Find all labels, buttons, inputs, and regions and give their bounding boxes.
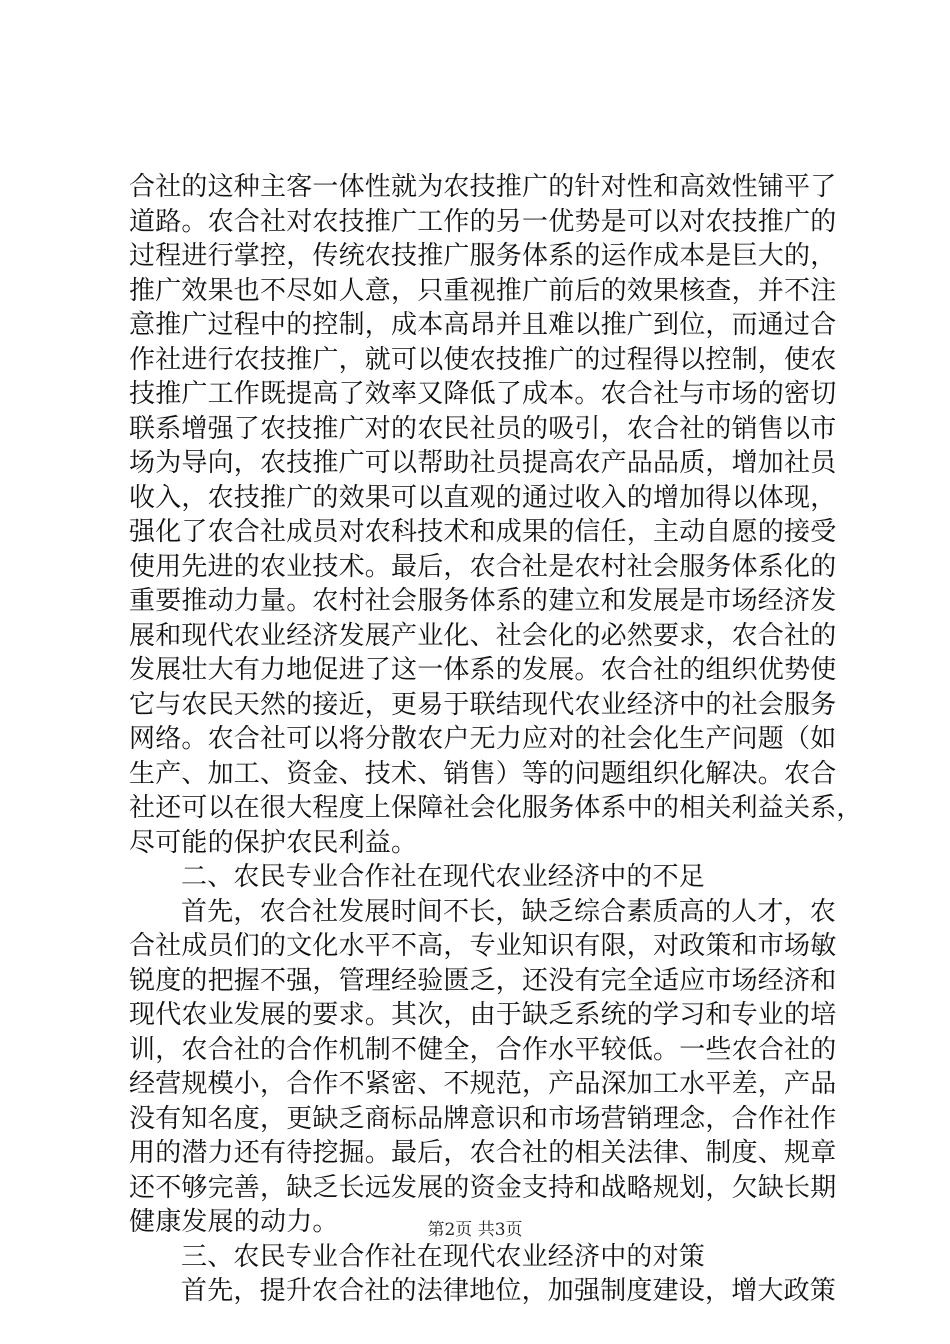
text-line: 还不够完善，缺乏长远发展的资金支持和战略规划，欠缺长期 (129, 1172, 837, 1203)
text-line: 锐度的把握不强，管理经验匮乏，还没有完全适应市场经济和 (129, 965, 837, 996)
text-line: 用的潜力还有待挖掘。最后，农合社的相关法律、制度、规章 (129, 1138, 837, 1168)
text-line: 现代农业发展的要求。其次，由于缺乏系统的学习和专业的培 (129, 1000, 837, 1030)
text-line: 收入，农技推广的效果可以直观的通过收入的增加得以体现， (129, 482, 837, 513)
body-text (129, 170, 863, 1309)
text-line: 发展壮大有力地促进了这一体系的发展。农合社的组织优势使 (129, 655, 837, 685)
text-line: 使用先进的农业技术。最后，农合社是农村社会服务体系化的 (129, 551, 837, 582)
text-line: 它与农民天然的接近，更易于联结现代农业经济中的社会服务 (129, 689, 837, 720)
text-line: 合社的这种主客一体性就为农技推广的针对性和高效性铺平了 (129, 172, 837, 202)
text-line: 首先，提升农合社的法律地位，加强制度建设，增大政策 (181, 1276, 837, 1306)
text-line: 作社进行农技推广，就可以使农技推广的过程得以控制，使农 (129, 344, 837, 375)
text-line: 推广效果也不尽如人意，只重视推广前后的效果核查，并不注 (129, 275, 837, 306)
text-line: 展和现代农业经济发展产业化、社会化的必然要求，农合社的 (129, 620, 837, 651)
text-line: 场为导向，农技推广可以帮助社员提高农产品品质，增加社员 (129, 448, 837, 478)
text-line: 意推广过程中的控制，成本高昂并且难以推广到位，而通过合 (129, 310, 837, 340)
text-line: 合社成员们的文化水平不高，专业知识有限，对政策和市场敏 (129, 931, 837, 961)
text-line: 首先，农合社发展时间不长，缺乏综合素质高的人才，农 (181, 896, 837, 927)
text-line: 尽可能的保护农民利益。 (129, 827, 418, 858)
text-line: 没有知名度，更缺乏商标品牌意识和市场营销理念，合作社作 (129, 1103, 837, 1134)
text-line: 网络。农合社可以将分散农户无力应对的社会化生产问题（如 (129, 724, 837, 754)
text-line: 生产、加工、资金、技术、销售）等的问题组织化解决。农合 (129, 758, 837, 789)
text-line: 经营规模小，合作不紧密、不规范，产品深加工水平差，产品 (129, 1069, 837, 1099)
text-line: 重要推动力量。农村社会服务体系的建立和发展是市场经济发 (129, 586, 837, 616)
text-line: 联系增强了农技推广对的农民社员的吸引，农合社的销售以市 (129, 413, 837, 444)
page-footer: 第2页 共3页 (427, 1220, 523, 1240)
text-line: 社还可以在很大程度上保障社会化服务体系中的相关利益关系， (129, 793, 863, 823)
text-line: 训，农合社的合作机制不健全，合作水平较低。一些农合社的 (129, 1034, 837, 1065)
text-line: 道路。农合社对农技推广工作的另一优势是可以对农技推广的 (129, 206, 837, 237)
text-line: 过程进行掌控，传统农技推广服务体系的运作成本是巨大的， (129, 241, 837, 271)
text-line: 技推广工作既提高了效率又降低了成本。农合社与市场的密切 (129, 379, 837, 409)
text-line: 健康发展的动力。 (129, 1207, 339, 1237)
text-line: 二、农民专业合作社在现代农业经济中的不足 (181, 862, 706, 892)
text-line: 强化了农合社成员对农科技术和成果的信任，主动自愿的接受 (129, 517, 837, 547)
text-line: 三、农民专业合作社在现代农业经济中的对策 (181, 1241, 706, 1272)
